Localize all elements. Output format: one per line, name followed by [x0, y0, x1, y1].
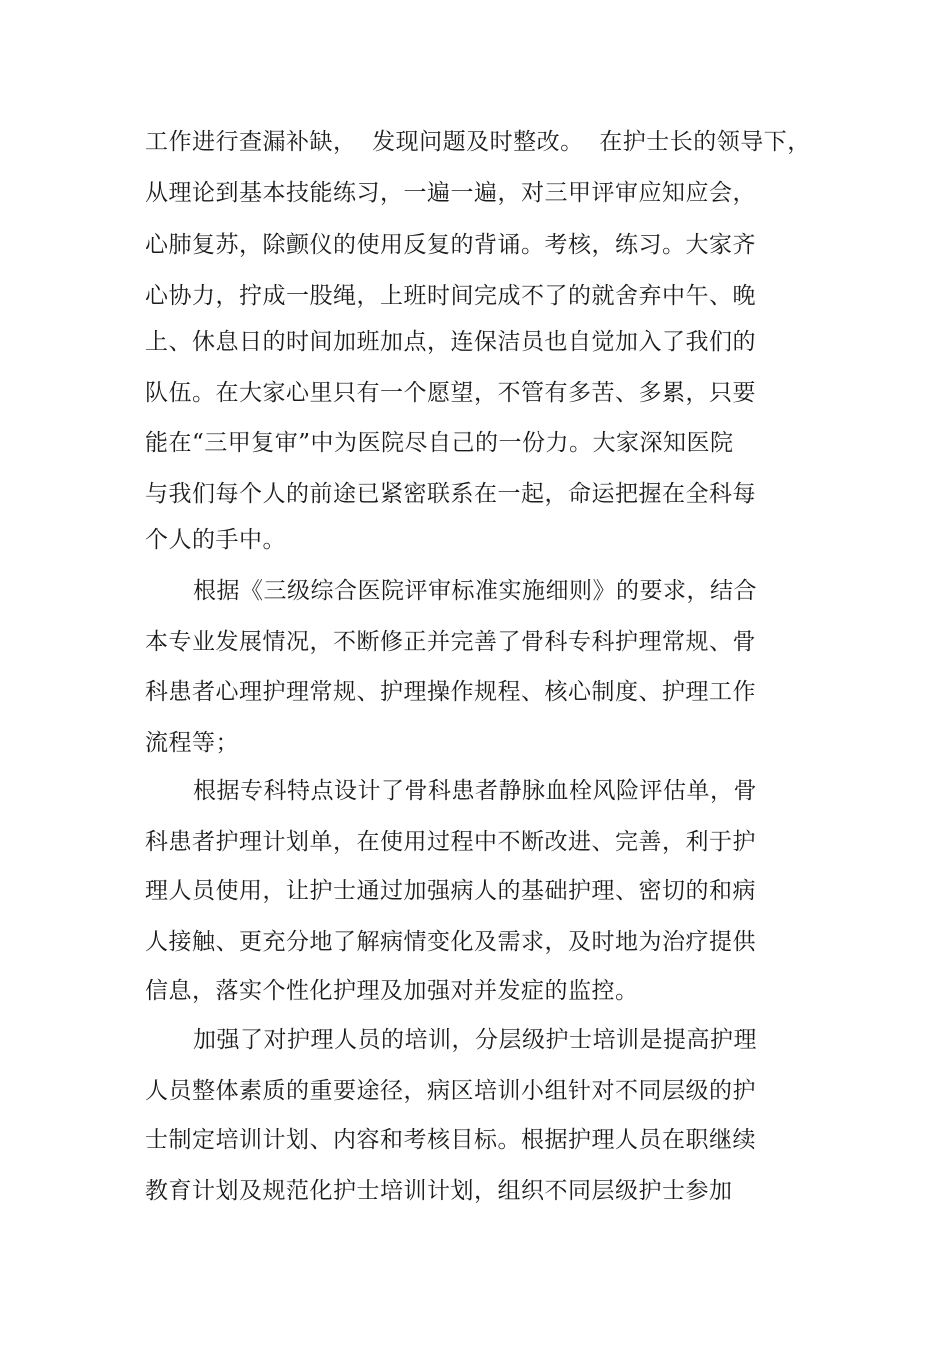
paragraph-first-line: 根据专科特点设计了骨科患者静脉血栓风险评估单，骨 [193, 778, 757, 804]
text-line: 本专业发展情况，不断修正并完善了骨科专科护理常规、骨 [145, 629, 756, 655]
text-line: 教育计划及规范化护士培训计划，组织不同层级护士参加 [145, 1178, 733, 1204]
text-line: 心协力，拧成一股绳，上班时间完成不了的就舍弃中午、晚 [145, 283, 756, 309]
text-line: 信息，落实个性化护理及加强对并发症的监控。 [145, 978, 639, 1004]
text-line: 个人的手中。 [145, 527, 286, 553]
text-line: 人员整体素质的重要途径，病区培训小组针对不同层级的护 [145, 1078, 756, 1104]
text-line: 从理论到基本技能练习，一遍一遍，对三甲评审应知应会， [145, 180, 756, 206]
text-line: 理人员使用，让护士通过加强病人的基础护理、密切的和病 [145, 878, 756, 904]
paragraph-first-line: 加强了对护理人员的培训，分层级护士培训是提高护理 [193, 1027, 757, 1053]
text-line: 士制定培训计划、内容和考核目标。根据护理人员在职继续 [145, 1127, 756, 1153]
text-line: 队伍。在大家心里只有一个愿望，不管有多苦、多累，只要 [145, 380, 756, 406]
paragraph-first-line: 根据《三级综合医院评审标准实施细则》的要求，结合 [193, 578, 757, 604]
text-line: 工作进行查漏补缺， 发现问题及时整改。 在护士长的领导下， [145, 129, 811, 155]
text-line: 与我们每个人的前途已紧密联系在一起，命运把握在全科每 [145, 481, 756, 507]
text-line: 人接触、更充分地了解病情变化及需求，及时地为治疗提供 [145, 929, 756, 955]
text-line: 上、休息日的时间加班加点，连保洁员也自觉加入了我们的 [145, 329, 756, 355]
text-line: 能在“三甲复审”中为医院尽自己的一份力。大家深知医院 [145, 430, 734, 456]
text-line: 流程等； [145, 730, 239, 756]
text-line: 科患者护理计划单，在使用过程中不断改进、完善，利于护 [145, 829, 756, 855]
text-line: 科患者心理护理常规、护理操作规程、核心制度、护理工作 [145, 679, 756, 705]
text-line: 心肺复苏，除颤仪的使用反复的背诵。考核，练习。大家齐 [145, 232, 756, 258]
